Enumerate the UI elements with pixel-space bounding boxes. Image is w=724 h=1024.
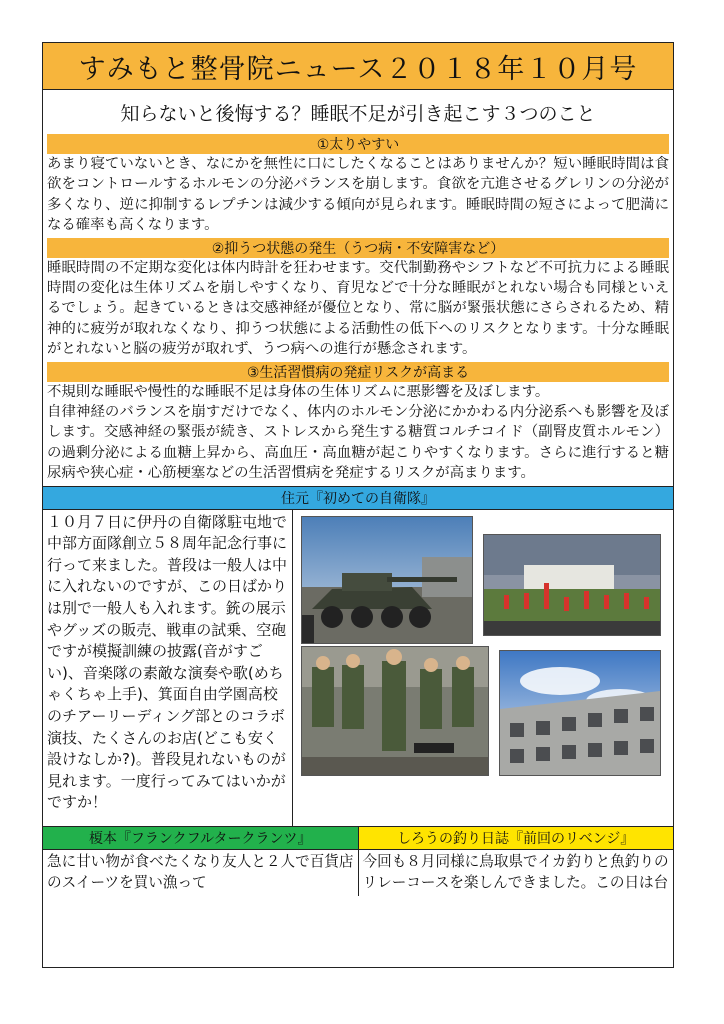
section-2 [43, 238, 673, 360]
columns-heading-row [43, 826, 673, 849]
masthead-title: すみもと整骨院ニュース２０１８年１０月号 [78, 53, 638, 85]
section-3 [43, 362, 673, 484]
section-1-body: あまり寝ていないとき、なにかを無性に口にしたくなることはありませんか？短い睡眠時間は食欲をコントロールするホルモンの分泌バランスを崩します。食欲を亢進させるグレリンの分泌が多くなり、逆に抑制するレプチンは減少する傾向が見られます。睡眠時間の短さによって肥満になる確率も高くなります。 [47, 156, 669, 234]
cheerleading-photo [483, 534, 661, 636]
building-photo [499, 650, 661, 776]
right-column-body: 今回も８月同様に鳥取県でイカ釣りと魚釣りのリレーコースを楽しんできました。この日は台 [362, 852, 669, 891]
photo-area [293, 510, 673, 826]
section-1-heading: ①太りやすい [47, 134, 669, 154]
left-column-body: 急に甘い物が食べたくなり友人と２人で百貨店のスイーツを買い漁って [43, 850, 359, 896]
section-1 [43, 134, 673, 236]
columns-body-row [43, 849, 673, 896]
band-photo [301, 646, 489, 776]
newsletter-frame [42, 42, 674, 968]
right-column-heading: しろうの釣り日誌『前回のリベンジ』 [359, 827, 674, 849]
section-3-body: 不規則な睡眠や慢性的な睡眠不足は身体の生体リズムに悪影響を及ぼします。 [47, 383, 550, 400]
story-block [43, 509, 673, 826]
story-heading: 住元『初めての自衛隊』 [43, 486, 673, 509]
section-3-heading: ③生活習慣病の発症リスクが高まる [47, 362, 669, 382]
feature-headline: 知らないと後悔する？睡眠不足が引き起こす３つのこと [120, 102, 596, 125]
section-3-body-continued: 自律神経のバランスを崩すだけでなく、体内のホルモン分泌にかかわる内分泌系へも影響を及ぼします。交感神経の緊張が続き、ストレスから発生する糖質コルチコイド（副腎皮質ホルモン）の過剰分泌による血糖上昇から、高血圧・高血糖が起こりやすくなります。さらに進行すると糖尿病や狭心症・心筋梗塞などの生活習慣病を発症するリスクが高まります。 [47, 404, 669, 482]
section-2-heading: ②抑うつ状態の発生（うつ病・不安障害など） [47, 238, 669, 258]
tank-photo [301, 516, 473, 644]
section-2-body: 睡眠時間の不定期な変化は体内時計を狂わせます。交代制勤務やシフトなど不可抗力による睡眠時間の変化は生体リズムを崩しやすくなり、育児などで十分な睡眠がとれない場合も同様といえるでしょう。起きているときは交感神経が優位となり、常に脳が緊張状態にさらされるため、精神的に疲労が取れなくなり、抑うつ状態による活動性の低下へのリスクとなります。十分な睡眠がとれないと脳の疲労が取れず、うつ病への進行が懸念されます。 [47, 259, 669, 358]
story-body: １０月７日に伊丹の自衛隊駐屯地で中部方面隊創立５８周年記念行事に行って来ました。普段は一般人は中に入れないのですが、この日ばかりは別で一般人も入れます。銃の展示やグッズの販売、戦車の試乗、空砲ですが模擬訓練の披露(音がすごい)、音楽隊の素敵な演奏や歌(めちゃくちゃ上手)、箕面自由学園高校のチアーリーディング部とのコラボ演技、たくさんのお店(どこも安く設けなしか?)。普段見れないものが見れます。一度行ってみてはいかがですか！ [43, 510, 293, 826]
masthead [43, 43, 673, 90]
left-column-heading: 榎本『フランクフルタークランツ』 [43, 827, 359, 849]
